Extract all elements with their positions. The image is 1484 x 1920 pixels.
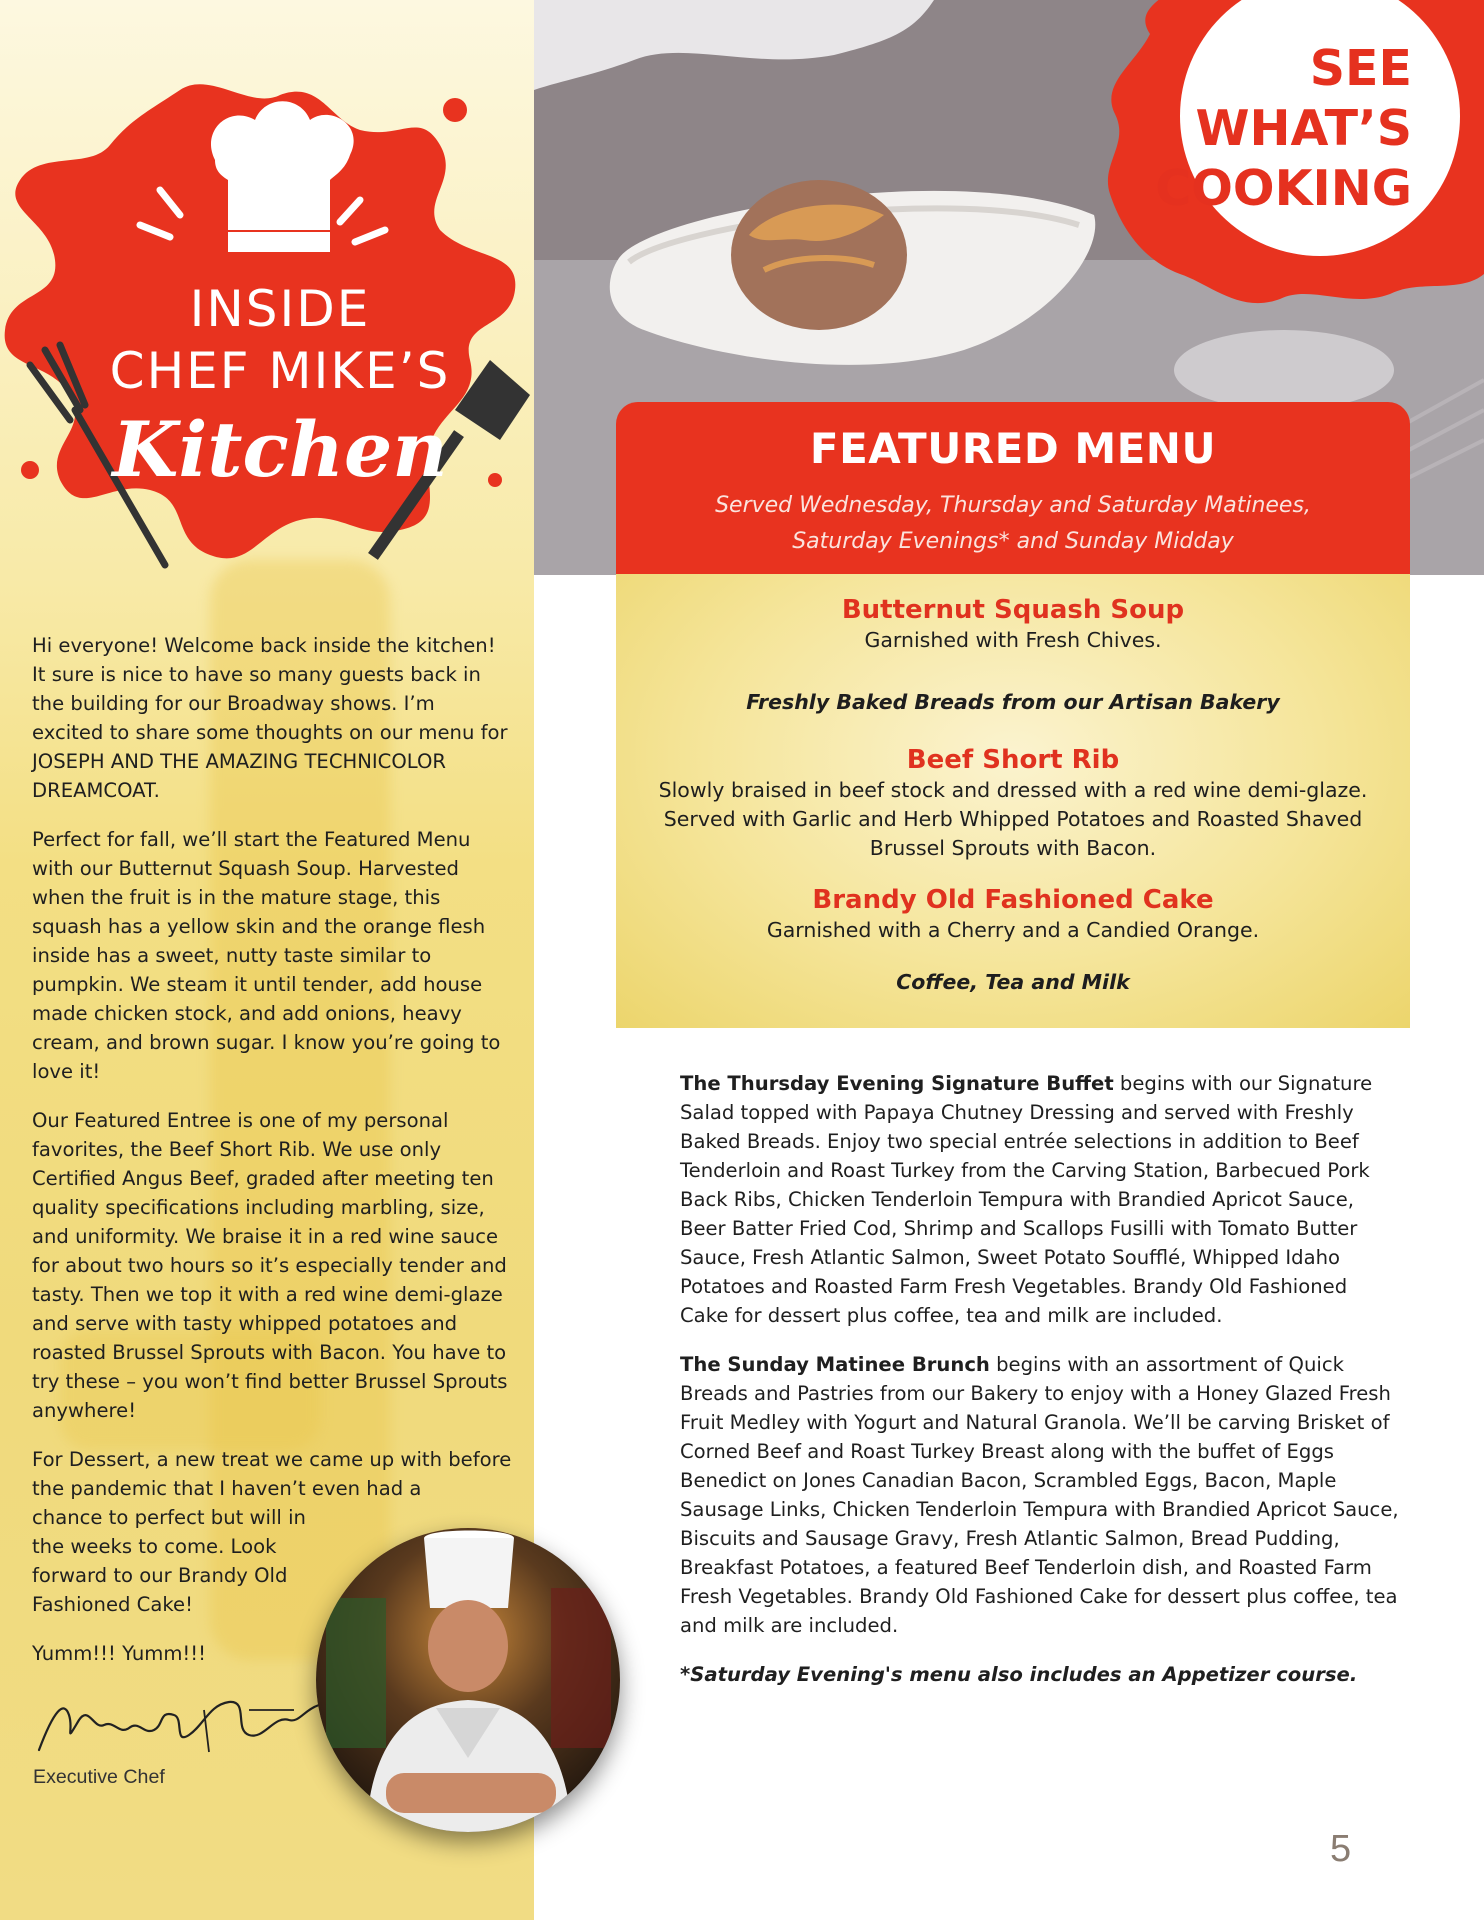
featured-menu-title: FEATURED MENU bbox=[809, 424, 1217, 473]
menu-item-dessert bbox=[616, 884, 1410, 945]
logo-line-chef-mikes: CHEF MIKE’S bbox=[109, 342, 451, 400]
banner-line-see: SEE bbox=[1309, 40, 1412, 97]
featured-menu-body bbox=[616, 574, 1410, 1028]
menu-item-soup bbox=[616, 594, 1410, 655]
banner-line-cooking: COOKING bbox=[1155, 160, 1412, 217]
letter-paragraph: chance to perfect but will in the weeks to come. Look forward to our Brandy Old Fashioned Cake! bbox=[32, 1506, 306, 1616]
chef-portrait bbox=[316, 1528, 620, 1832]
letter-paragraph: For Dessert, a new treat we came up with before the pandemic that I haven’t even had a bbox=[32, 1448, 512, 1500]
featured-menu-subtitle-line: Saturday Evenings* and Sunday Midday bbox=[792, 529, 1234, 554]
saturday-note: *Saturday Evening's menu also includes an Appetizer course. bbox=[680, 1663, 1358, 1686]
sunday-brunch-paragraph bbox=[680, 1350, 1400, 1640]
chef-signature bbox=[34, 1690, 324, 1760]
signature-title: Executive Chef bbox=[33, 1766, 165, 1788]
menu-item-drinks: Coffee, Tea and Milk bbox=[896, 970, 1130, 994]
buffet-description bbox=[680, 1069, 1400, 1709]
sunday-brunch-heading: The Sunday Matinee Brunch bbox=[680, 1353, 990, 1376]
dish-name: Beef Short Rib bbox=[906, 745, 1120, 775]
letter-paragraph: Perfect for fall, we’ll start the Featured Menu with our Butternut Squash Soup. Harvested when the fruit is in the mature stage, this squash has a yellow skin and the orange flesh inside has a sweet, nutty taste similar to pumpkin. We steam it until tender, add house made chicken stock, and add onions, heavy cream, and brown sugar. I know you’re going to love it! bbox=[32, 828, 501, 1083]
dish-description: Garnished with Fresh Chives. bbox=[864, 628, 1162, 652]
dish-description: Slowly braised in beef stock and dressed with a red wine demi-glaze. bbox=[658, 778, 1368, 802]
letter-paragraph: Hi everyone! Welcome back inside the kitchen! It sure is nice to have so many guests back in the building for our Broadway shows. I’m excited to share some thoughts on our menu for JOSEPH AND THE AMAZING TECHNICOLOR DREAMCOAT. bbox=[32, 634, 508, 802]
dish-name: Butternut Squash Soup bbox=[841, 595, 1185, 625]
banner-line-whats: WHAT’S bbox=[1195, 100, 1412, 157]
kitchen-logo bbox=[0, 50, 534, 590]
thursday-buffet-heading: The Thursday Evening Signature Buffet bbox=[680, 1072, 1114, 1095]
featured-menu-subtitle bbox=[616, 488, 1410, 560]
page-number: 5 bbox=[1330, 1828, 1352, 1870]
dish-description: Served with Garlic and Herb Whipped Potatoes and Roasted Shaved bbox=[663, 807, 1363, 831]
featured-menu-subtitle-line: Served Wednesday, Thursday and Saturday Matinees, bbox=[715, 493, 1311, 518]
dish-description: Brussel Sprouts with Bacon. bbox=[869, 836, 1157, 860]
dish-description: Garnished with a Cherry and a Candied Orange. bbox=[766, 918, 1260, 942]
letter-paragraph: Our Featured Entree is one of my personal favorites, the Beef Short Rib. We use only Certified Angus Beef, graded after meeting ten quality specifications including marbling, size, and uniformity. We braise it in a red wine sauce for about two hours so it’s especially tender and tasty. Then we top it with a red wine demi-glaze and serve with tasty whipped potatoes and roasted Brussel Sprouts with Bacon. You have to try these – you won’t find better Brussel Sprouts anywhere! bbox=[32, 1109, 508, 1422]
featured-menu-header bbox=[616, 402, 1410, 574]
sunday-brunch-text: begins with an assortment of Quick Breads and Pastries from our Bakery to enjoy with a Honey Glazed Fresh Fruit Medley with Yogurt and Natural Granola. We’ll be carving Brisket of Corned Beef and Roast Turkey Breast along with the buffet of Eggs Benedict on Jones Canadian Bacon, Scrambled Eggs, Bacon, Maple Sausage Links, Chicken Tenderloin Tempura with Brandied Apricot Sauce, Biscuits and Sausage Gravy, Fresh Atlantic Salmon, Bread Pudding, Breakfast Potatoes, a featured Beef Tenderloin dish, and Roasted Farm Fresh Vegetables. Brandy Old Fashioned Cake for dessert plus coffee, tea and milk are included. bbox=[680, 1353, 1399, 1637]
logo-line-inside: INSIDE bbox=[189, 280, 371, 338]
dish-name: Brandy Old Fashioned Cake bbox=[812, 885, 1214, 915]
logo-line-kitchen: Kitchen bbox=[112, 405, 448, 494]
thursday-buffet-paragraph bbox=[680, 1069, 1400, 1330]
menu-item-breads: Freshly Baked Breads from our Artisan Bakery bbox=[746, 690, 1280, 714]
menu-item-entree bbox=[616, 744, 1410, 863]
thursday-buffet-text: begins with our Signature Salad topped with Papaya Chutney Dressing and served with Freshly Baked Breads. Enjoy two special entrée selections in addition to Beef Tenderloin and Roast Turkey from the Carving Station, Barbecued Pork Back Ribs, Chicken Tenderloin Tempura with Brandied Apricot Sauce, Beer Batter Fried Cod, Shrimp and Scallops Fusilli with Tomato Butter Sauce, Fresh Atlantic Salmon, Sweet Potato Soufflé, Whipped Idaho Potatoes and Roasted Farm Fresh Vegetables. Brandy Old Fashioned Cake for dessert plus coffee, tea and milk are included. bbox=[680, 1072, 1373, 1327]
letter-paragraph: Yumm!!! Yumm!!! bbox=[32, 1642, 206, 1665]
